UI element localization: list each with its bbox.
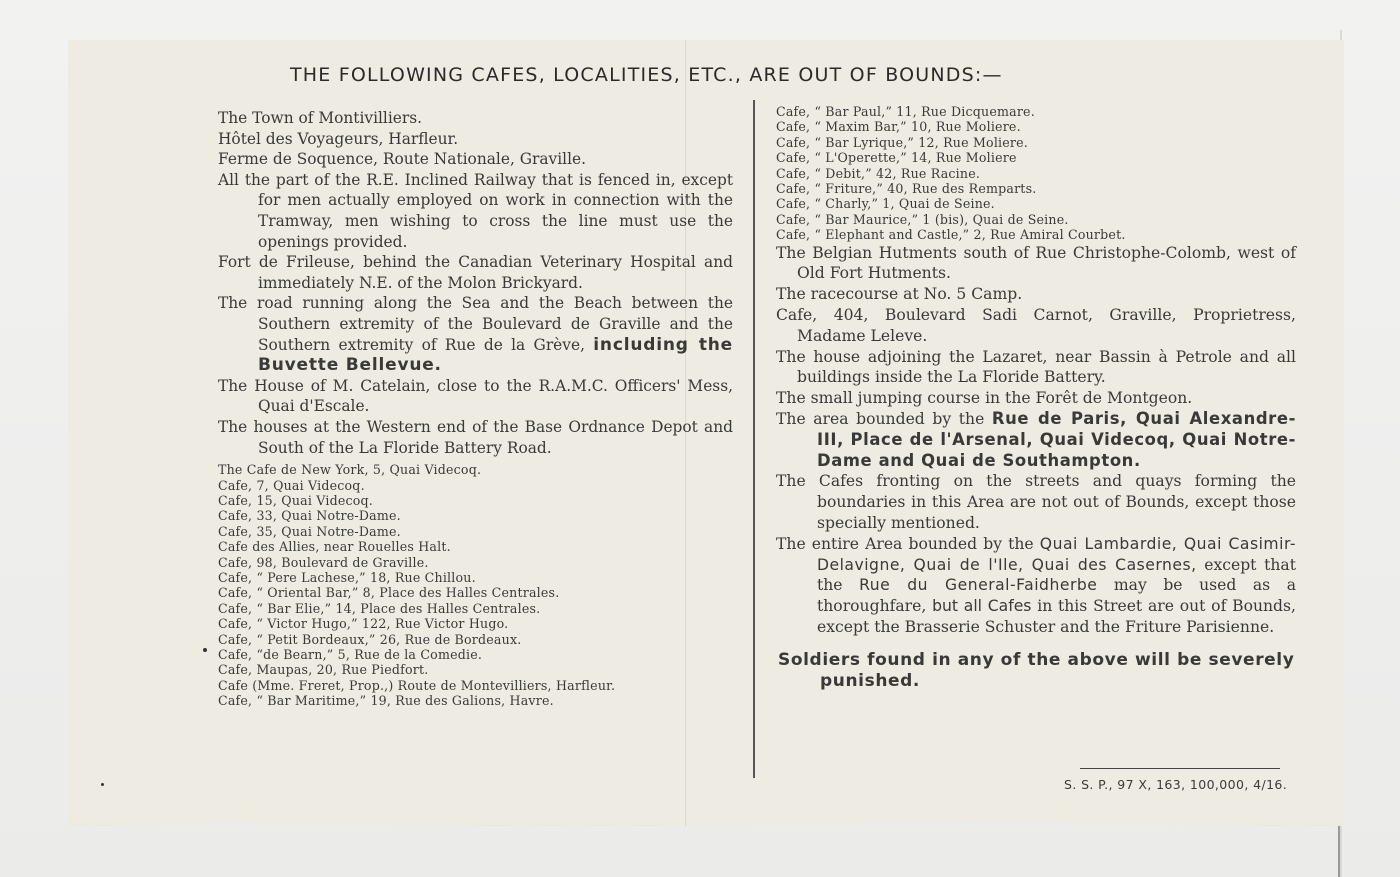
cafe-item: Cafe, “ Bar Lyrique,” 12, Rue Moliere. xyxy=(776,134,1029,150)
cafe-item: Cafe, “ Bar Elie,” 14, Place des Halles Centrales. xyxy=(218,600,541,616)
cafe-item: Cafe, Maupas, 20, Rue Piedfort. xyxy=(218,662,429,678)
buvette-bellevue: including the Buvette Bellevue. xyxy=(258,334,733,376)
cafe-item: Cafe, 33, Quai Notre-Dame. xyxy=(218,508,401,524)
cafe-item: Cafe, “ L'Operette,” 14, Rue Moliere xyxy=(776,150,1017,166)
entire-area-tail: in this Street are out of Bounds, except the Brasserie Schuster and the Friture Parisienne. xyxy=(817,597,1296,636)
entry-base-ordnance: The houses at the Western end of the Base Ordnance Depot and South of the La Floride Battery Road. xyxy=(218,417,733,457)
entry-montivilliers: The Town of Montivilliers. xyxy=(218,109,423,127)
entire-area-quays: Quai Lambardie, Quai Casimir-Delavigne, Quai de l'Ile, Quai des Casernes, xyxy=(817,534,1296,574)
cafe-item: The Cafe de New York, 5, Quai Videcoq. xyxy=(218,462,482,478)
entry-sea-road xyxy=(218,293,733,375)
notice-title: THE FOLLOWING CAFES, LOCALITIES, ETC., ARE OUT OF BOUNDS:— xyxy=(290,64,1003,86)
entry-ferme-soquence: Ferme de Soquence, Route Nationale, Graville. xyxy=(218,150,587,169)
left-cafe-list xyxy=(218,462,733,709)
cafe-item: Cafe, “ Bar Maritime,” 19, Rue des Galions, Havre. xyxy=(218,693,554,709)
scan-edge-mark xyxy=(1338,820,1340,877)
column-divider xyxy=(753,100,755,778)
entire-area-emphasis: but all Cafes xyxy=(932,597,1032,616)
cafe-item: Cafe, “ Maxim Bar,” 10, Rue Moliere. xyxy=(776,119,1021,135)
ink-spot xyxy=(101,783,104,786)
entry-cafes-note: The Cafes fronting on the streets and quays forming the boundaries in this Area are not out of Bounds, except those specially mentioned. xyxy=(776,472,1296,533)
cafe-item: Cafe, “ Friture,” 40, Rue des Remparts. xyxy=(776,181,1037,197)
cafe-item: Cafe, “ Bar Maurice,” 1 (bis), Quai de Seine. xyxy=(776,211,1069,227)
cafe-item: Cafe, “ Elephant and Castle,” 2, Rue Amiral Courbet. xyxy=(776,227,1126,243)
entry-belgian-hutments: The Belgian Hutments south of Rue Christophe-Colomb, west of Old Fort Hutments. xyxy=(776,243,1296,283)
cafe-item: Cafe, “ Charly,” 1, Quai de Seine. xyxy=(776,196,995,212)
entry-entire-area xyxy=(776,534,1296,638)
area-lead: The area bounded by the xyxy=(776,410,985,429)
cafe-item: Cafe des Allies, near Rouelles Halt. xyxy=(218,539,451,555)
printer-code: S. S. P., 97 X, 163, 100,000, 4/16. xyxy=(1064,777,1288,792)
entry-hotel-voyageurs: Hôtel des Voyageurs, Harfleur. xyxy=(218,129,459,148)
left-column xyxy=(218,108,733,709)
cafe-item: Cafe, 7, Quai Videcoq. xyxy=(218,477,365,493)
entry-house-catelain: The House of M. Catelain, close to the R.A.M.C. Officers' Mess, Quai d'Escale. xyxy=(218,376,733,416)
cafe-item: Cafe, “ Victor Hugo,” 122, Rue Victor Hugo. xyxy=(218,616,509,632)
cafe-item: Cafe, “ Bar Paul,” 11, Rue Dicquemare. xyxy=(776,104,1035,119)
entire-area-mid2: may be used as a thoroughfare, xyxy=(817,576,1296,616)
right-column xyxy=(776,104,1296,692)
cafe-item: Cafe, 35, Quai Notre-Dame. xyxy=(218,523,401,539)
right-cafe-list xyxy=(776,104,1296,243)
area-streets: Rue de Paris, Quai Alexandre-III, Place de l'Arsenal, Quai Videcoq, Quai Notre-Dame and Quai de Southampton. xyxy=(817,409,1296,470)
cafe-item: Cafe, “ Petit Bordeaux,” 26, Rue de Bordeaux. xyxy=(218,631,522,647)
cafe-item: Cafe, 98, Boulevard de Graville. xyxy=(218,554,429,570)
signature-line xyxy=(1080,768,1280,769)
entry-area-bounded xyxy=(776,409,1296,471)
entry-racecourse: The racecourse at No. 5 Camp. xyxy=(776,285,1023,304)
cafe-item: Cafe, “ Pere Lachese,” 18, Rue Chillou. xyxy=(218,569,476,585)
faidherbe-street: Rue du General-Faidherbe xyxy=(859,576,1098,595)
cafe-item: Cafe, “ Oriental Bar,” 8, Place des Halles Centrales. xyxy=(218,585,560,601)
entire-area-lead: The entire Area bounded by the xyxy=(776,534,1034,553)
sea-road-text: The road running along the Sea and the Beach between the Southern extremity of the Boulevard de Graville and the Southern extremity of Rue de la Grève, xyxy=(218,294,733,354)
ink-spot xyxy=(203,648,207,652)
entry-jumping-course: The small jumping course in the Forêt de Montgeon. xyxy=(776,389,1193,408)
cafe-item: Cafe (Mme. Freret, Prop.,) Route de Montevilliers, Harfleur. xyxy=(218,677,616,693)
entry-cafe-404: Cafe, 404, Boulevard Sadi Carnot, Graville, Proprietress, Madame Leleve. xyxy=(776,306,1296,345)
cafe-item: Cafe, “ Debit,” 42, Rue Racine. xyxy=(776,165,981,181)
entry-inclined-railway: All the part of the R.E. Inclined Railway that is fenced in, except for men actually employed on work in connection with the Tramway, men wishing to cross the line must use the openings provided. xyxy=(218,170,733,251)
entry-lazaret: The house adjoining the Lazaret, near Bassin à Petrole and all buildings inside the La Floride Battery. xyxy=(776,347,1296,387)
entire-area-mid: except that the xyxy=(817,555,1296,595)
cafe-item: Cafe, “de Bearn,” 5, Rue de la Comedie. xyxy=(218,646,483,662)
warning-soldiers: Soldiers found in any of the above will be severely punished. xyxy=(778,649,1295,691)
entry-fort-frileuse: Fort de Frileuse, behind the Canadian Veterinary Hospital and immediately N.E. of the Molon Brickyard. xyxy=(218,253,733,292)
cafe-item: Cafe, 15, Quai Videcoq. xyxy=(218,492,373,508)
